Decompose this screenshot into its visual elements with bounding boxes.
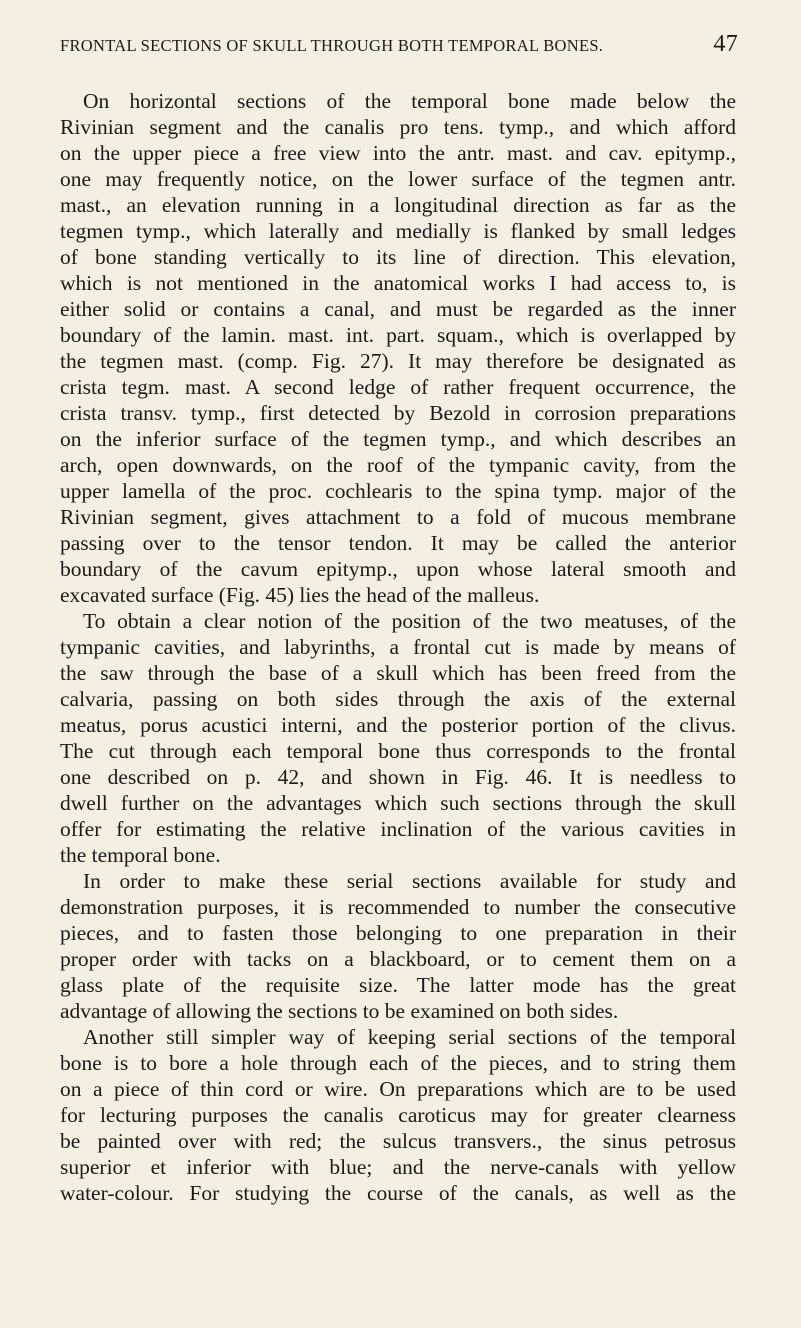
text-line: tegmen tymp., which laterally and medially is flanked by small ledges [60, 219, 736, 243]
text-line: Rivinian segment and the canalis pro tens. tymp., and which afford [60, 115, 736, 139]
text-line: boundary of the lamin. mast. int. part. squam., which is overlapped by [60, 323, 736, 347]
page-header [60, 32, 738, 64]
text-line: excavated surface (Fig. 45) lies the head of the malleus. [60, 583, 540, 607]
text-line: the tegmen mast. (comp. Fig. 27). It may therefore be designated as [60, 349, 736, 373]
page-number: 47 [713, 31, 738, 57]
text-line: on the inferior surface of the tegmen tymp., and which describes an [60, 427, 736, 451]
text-line: tympanic cavities, and labyrinths, a frontal cut is made by means of [60, 635, 736, 659]
text-line: water-colour. For studying the course of the canals, as well as the [60, 1181, 736, 1205]
text-line: of bone standing vertically to its line of direction. This elevation, [60, 245, 736, 269]
text-line: one described on p. 42, and shown in Fig. 46. It is needless to [60, 765, 736, 789]
text-line: boundary of the cavum epitymp., upon whose lateral smooth and [60, 557, 736, 581]
text-line: on a piece of thin cord or wire. On preparations which are to be used [60, 1077, 736, 1101]
text-line: the saw through the base of a skull which has been freed from the [60, 661, 736, 685]
text-line: proper order with tacks on a blackboard, or to cement them on a [60, 947, 736, 971]
text-line: advantage of allowing the sections to be examined on both sides. [60, 999, 619, 1023]
text-line: The cut through each temporal bone thus corresponds to the frontal [60, 739, 736, 763]
text-line: glass plate of the requisite size. The latter mode has the great [60, 973, 736, 997]
text-line: the temporal bone. [60, 843, 221, 867]
text-line: for lecturing purposes the canalis caroticus may for greater clearness [60, 1103, 736, 1127]
text-line: On horizontal sections of the temporal bone made below the [83, 89, 736, 113]
text-line: offer for estimating the relative inclination of the various cavities in [60, 817, 736, 841]
text-line: dwell further on the advantages which such sections through the skull [60, 791, 736, 815]
text-line: crista tegm. mast. A second ledge of rather frequent occurrence, the [60, 375, 736, 399]
running-head: FRONTAL SECTIONS OF SKULL THROUGH BOTH TEMPORAL BONES. [60, 36, 604, 55]
text-line: In order to make these serial sections available for study and [83, 869, 736, 893]
text-line: superior et inferior with blue; and the nerve-canals with yellow [60, 1155, 736, 1179]
text-line: crista transv. tymp., first detected by Bezold in corrosion preparations [60, 401, 736, 425]
text-line: calvaria, passing on both sides through the axis of the external [60, 687, 736, 711]
text-line: one may frequently notice, on the lower surface of the tegmen antr. [60, 167, 736, 191]
text-line: meatus, porus acustici interni, and the posterior portion of the clivus. [60, 713, 736, 737]
text-line: Another still simpler way of keeping serial sections of the temporal [83, 1025, 736, 1049]
text-line: either solid or contains a canal, and must be regarded as the inner [60, 297, 736, 321]
text-line: be painted over with red; the sulcus transvers., the sinus petrosus [60, 1129, 736, 1153]
text-line: which is not mentioned in the anatomical works I had access to, is [60, 271, 736, 295]
text-line: pieces, and to fasten those belonging to one preparation in their [60, 921, 736, 945]
text-line: on the upper piece a free view into the antr. mast. and cav. epitymp., [60, 141, 736, 165]
text-line: To obtain a clear notion of the position of the two meatuses, of the [83, 609, 736, 633]
text-line: Rivinian segment, gives attachment to a fold of mucous membrane [60, 505, 736, 529]
text-line: bone is to bore a hole through each of the pieces, and to string them [60, 1051, 736, 1075]
text-line: arch, open downwards, on the roof of the tympanic cavity, from the [60, 453, 736, 477]
text-line: demonstration purposes, it is recommended to number the consecutive [60, 895, 736, 919]
text-line: upper lamella of the proc. cochlearis to the spina tymp. major of the [60, 479, 736, 503]
text-line: mast., an elevation running in a longitudinal direction as far as the [60, 193, 736, 217]
text-line: passing over to the tensor tendon. It may be called the anterior [60, 531, 736, 555]
